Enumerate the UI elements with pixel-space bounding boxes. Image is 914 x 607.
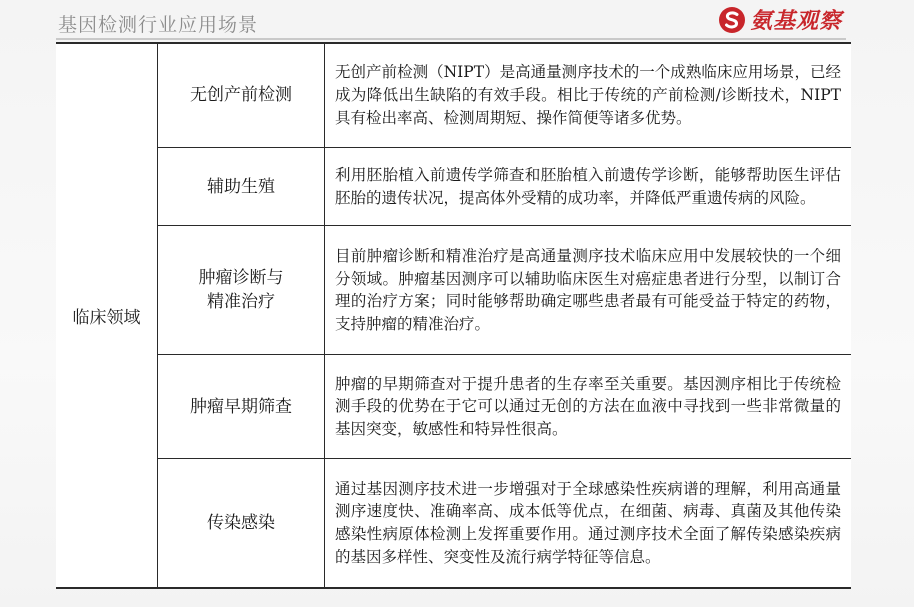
description-cell: 通过基因测序技术进一步增强对于全球感染性疾病谱的理解，利用高通量测序速度快、准确率高、成本低等优点，在细菌、病毒、真菌及其他传染感染性病原体检测上发挥重要作用。通过测序技术全面了解传染感染疾病的基因多样性、突变性及流行病学特征等信息。 xyxy=(325,459,852,588)
brand xyxy=(718,4,842,35)
application-table xyxy=(56,42,851,589)
area-cell xyxy=(158,44,325,148)
domain-label: 临床领域 xyxy=(72,308,141,328)
area-label: 肿瘤早期筛查 xyxy=(190,396,292,417)
area-label-line-2: 精准治疗 xyxy=(207,292,275,313)
table-row xyxy=(56,44,851,148)
slide-title: 基因检测行业应用场景 xyxy=(58,14,259,36)
table-row xyxy=(56,147,851,226)
area-label: 辅助生殖 xyxy=(207,176,275,197)
area-cell xyxy=(158,147,325,226)
table-row xyxy=(56,355,851,459)
brand-name: 氨基观察 xyxy=(749,9,842,34)
description-cell: 目前肿瘤诊断和精准治疗是高通量测序技术临床应用中发展较快的一个细分领域。肿瘤基因测序可以辅助临床医生对癌症患者进行分型，以制订合理的治疗方案；同时能够帮助确定哪些患者最有可能受益于特定的药物，支持肿瘤的精准治疗。 xyxy=(325,226,852,355)
brand-logo-icon xyxy=(718,6,746,34)
area-label: 传染感染 xyxy=(207,513,275,533)
area-cell xyxy=(158,459,325,588)
table-row xyxy=(56,459,851,588)
description-cell: 利用胚胎植入前遗传学筛查和胚胎植入前遗传学诊断，能够帮助医生评估胚胎的遗传状况，提高体外受精的成功率，并降低严重遗传病的风险。 xyxy=(325,147,852,226)
table-row xyxy=(56,226,851,355)
description-cell: 肿瘤的早期筛查对于提升患者的生存率至关重要。基因测序相比于传统检测手段的优势在于它可以通过无创的方法在血液中寻找到一些非常微量的基因突变，敏感性和特异性很高。 xyxy=(325,355,852,459)
area-label: 无创产前检测 xyxy=(190,85,292,106)
area-cell xyxy=(158,226,325,355)
domain-cell xyxy=(56,44,158,588)
description-cell: 无创产前检测（NIPT）是高通量测序技术的一个成熟临床应用场景，已经成为降低出生缺陷的有效手段。相比于传统的产前检测/诊断技术，NIPT 具有检出率高、检测周期短、操作简便等诸多优势。 xyxy=(325,44,852,148)
area-label-line-1: 肿瘤诊断与 xyxy=(198,268,284,289)
title-divider xyxy=(56,38,846,40)
area-cell xyxy=(158,355,325,459)
